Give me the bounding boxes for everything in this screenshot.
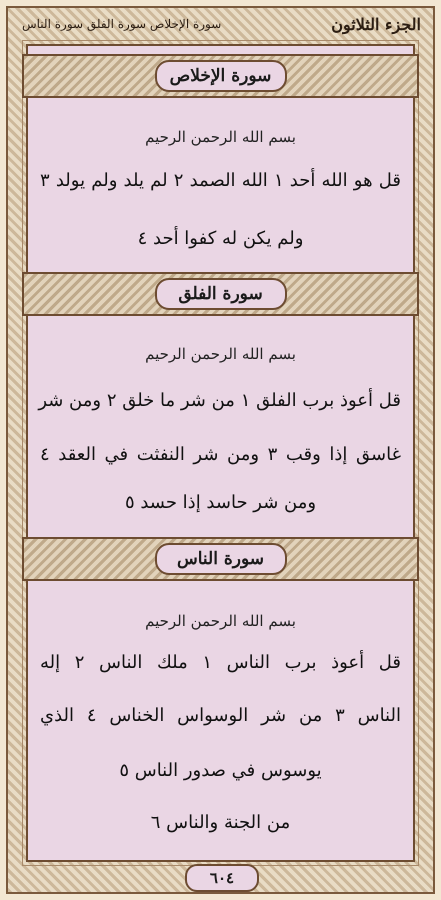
verse-line: قل أعوذ برب الفلق ١ من شر ما خلق ٢ ومن شر [38, 390, 401, 411]
surah-title: سورة الإخلاص [155, 60, 287, 92]
basmala: بسم الله الرحمن الرحيم [145, 345, 296, 363]
basmala: بسم الله الرحمن الرحيم [145, 612, 296, 630]
basmala: بسم الله الرحمن الرحيم [145, 128, 296, 146]
verse-line: ومن شر حاسد إذا حسد ٥ [124, 492, 317, 513]
verse-line: الناس ٣ من شر الوسواس الخناس ٤ الذي [40, 705, 401, 726]
verse-line: من الجنة والناس ٦ [150, 812, 291, 833]
page-number: ٦٠٤ [185, 864, 259, 892]
surah-banner-ikhlas [22, 54, 419, 98]
verse-line: يوسوس في صدور الناس ٥ [119, 760, 322, 781]
surah-title: سورة الناس [155, 543, 287, 575]
surah-banner-falaq [22, 272, 419, 316]
surah-banner-nas [22, 537, 419, 581]
verse-line: غاسق إذا وقب ٣ ومن شر النفثت في العقد ٤ [40, 444, 401, 465]
surah-title: سورة الفلق [155, 278, 287, 310]
verse-line: قل أعوذ برب الناس ١ ملك الناس ٢ إله [40, 652, 402, 673]
verse-line: ولم يكن له كفوا أحد ٤ [137, 228, 304, 249]
juz-title: الجزء الثلاثون [331, 14, 421, 34]
verse-line: قل هو الله أحد ١ الله الصمد ٢ لم يلد ولم يولد ٣ [40, 170, 401, 191]
page-header [14, 10, 427, 38]
header-surah-names: سورة الإخلاص سورة الفلق سورة الناس [22, 17, 222, 31]
